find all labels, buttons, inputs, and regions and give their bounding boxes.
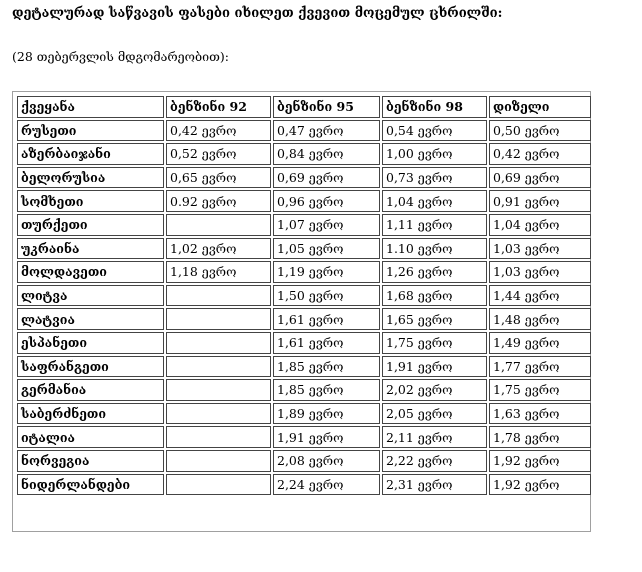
petrol-92-cell bbox=[166, 426, 271, 448]
table-row bbox=[17, 403, 591, 425]
table-header-row bbox=[17, 96, 591, 118]
table-row bbox=[17, 308, 591, 330]
table-row bbox=[17, 450, 591, 472]
diesel-cell: 1,48 ევრო bbox=[489, 308, 591, 330]
petrol-95-cell: 0,69 ევრო bbox=[273, 167, 380, 189]
country-cell: ბელორუსია bbox=[17, 167, 164, 189]
petrol-95-cell: 0,96 ევრო bbox=[273, 190, 380, 212]
table-row bbox=[17, 167, 591, 189]
petrol-98-cell: 2,22 ევრო bbox=[382, 450, 487, 472]
country-cell: უკრაინა bbox=[17, 238, 164, 260]
petrol-92-cell bbox=[166, 214, 271, 236]
header-diesel: დიზელი bbox=[489, 96, 591, 118]
diesel-cell: 1,44 ევრო bbox=[489, 285, 591, 307]
petrol-95-cell: 1,85 ევრო bbox=[273, 356, 380, 378]
diesel-cell: 0,91 ევრო bbox=[489, 190, 591, 212]
country-cell: რუსეთი bbox=[17, 120, 164, 142]
diesel-cell: 0,50 ევრო bbox=[489, 120, 591, 142]
petrol-92-cell: 1,02 ევრო bbox=[166, 238, 271, 260]
table-body bbox=[17, 120, 591, 496]
table-row bbox=[17, 285, 591, 307]
fuel-price-table bbox=[15, 94, 593, 497]
diesel-cell: 0,69 ევრო bbox=[489, 167, 591, 189]
petrol-98-cell: 1,00 ევრო bbox=[382, 143, 487, 165]
table-row bbox=[17, 426, 591, 448]
petrol-98-cell: 0,73 ევრო bbox=[382, 167, 487, 189]
petrol-98-cell: 2,05 ევრო bbox=[382, 403, 487, 425]
petrol-95-cell: 1,61 ევრო bbox=[273, 332, 380, 354]
country-cell: ლატვია bbox=[17, 308, 164, 330]
country-cell: ლიტვა bbox=[17, 285, 164, 307]
petrol-98-cell: 2,02 ევრო bbox=[382, 379, 487, 401]
diesel-cell: 1,03 ევრო bbox=[489, 238, 591, 260]
petrol-92-cell bbox=[166, 332, 271, 354]
petrol-95-cell: 1,05 ევრო bbox=[273, 238, 380, 260]
diesel-cell: 1,03 ევრო bbox=[489, 261, 591, 283]
diesel-cell: 1,75 ევრო bbox=[489, 379, 591, 401]
petrol-92-cell bbox=[166, 285, 271, 307]
petrol-95-cell: 0,84 ევრო bbox=[273, 143, 380, 165]
petrol-92-cell bbox=[166, 379, 271, 401]
diesel-cell: 1,49 ევრო bbox=[489, 332, 591, 354]
petrol-92-cell: 1,18 ევრო bbox=[166, 261, 271, 283]
petrol-95-cell: 1,50 ევრო bbox=[273, 285, 380, 307]
petrol-95-cell: 2,08 ევრო bbox=[273, 450, 380, 472]
petrol-98-cell: 2,31 ევრო bbox=[382, 474, 487, 496]
petrol-92-cell: 0,52 ევრო bbox=[166, 143, 271, 165]
table-row bbox=[17, 332, 591, 354]
table-row bbox=[17, 190, 591, 212]
diesel-cell: 0,42 ევრო bbox=[489, 143, 591, 165]
petrol-98-cell: 1,91 ევრო bbox=[382, 356, 487, 378]
diesel-cell: 1,78 ევრო bbox=[489, 426, 591, 448]
petrol-92-cell: 0,42 ევრო bbox=[166, 120, 271, 142]
country-cell: სომხეთი bbox=[17, 190, 164, 212]
petrol-95-cell: 1,19 ევრო bbox=[273, 261, 380, 283]
petrol-98-cell: 2,11 ევრო bbox=[382, 426, 487, 448]
petrol-98-cell: 1,75 ევრო bbox=[382, 332, 487, 354]
petrol-98-cell: 1,26 ევრო bbox=[382, 261, 487, 283]
price-table-frame bbox=[12, 91, 591, 532]
country-cell: იტალია bbox=[17, 426, 164, 448]
table-row bbox=[17, 356, 591, 378]
table-row bbox=[17, 143, 591, 165]
diesel-cell: 1,92 ევრო bbox=[489, 474, 591, 496]
diesel-cell: 1,63 ევრო bbox=[489, 403, 591, 425]
header-petrol-98: ბენზინი 98 bbox=[382, 96, 487, 118]
petrol-92-cell: 0.92 ევრო bbox=[166, 190, 271, 212]
diesel-cell: 1,92 ევრო bbox=[489, 450, 591, 472]
petrol-95-cell: 1,07 ევრო bbox=[273, 214, 380, 236]
date-note: (28 თებერვლის მდგომარეობით): bbox=[12, 49, 229, 64]
header-country: ქვეყანა bbox=[17, 96, 164, 118]
petrol-98-cell: 1,11 ევრო bbox=[382, 214, 487, 236]
petrol-98-cell: 1,68 ევრო bbox=[382, 285, 487, 307]
petrol-92-cell bbox=[166, 356, 271, 378]
country-cell: საფრანგეთი bbox=[17, 356, 164, 378]
article-heading: დეტალურად საწვავის ფასები იხილეთ ქვევით მოცემულ ცხრილში: bbox=[12, 6, 503, 21]
diesel-cell: 1,77 ევრო bbox=[489, 356, 591, 378]
petrol-92-cell bbox=[166, 450, 271, 472]
petrol-95-cell: 1,89 ევრო bbox=[273, 403, 380, 425]
country-cell: აზერბაიჯანი bbox=[17, 143, 164, 165]
petrol-98-cell: 1.10 ევრო bbox=[382, 238, 487, 260]
country-cell: ნორვეგია bbox=[17, 450, 164, 472]
petrol-92-cell bbox=[166, 308, 271, 330]
diesel-cell: 1,04 ევრო bbox=[489, 214, 591, 236]
country-cell: მოლდავეთი bbox=[17, 261, 164, 283]
table-row bbox=[17, 474, 591, 496]
country-cell: ნიდერლანდები bbox=[17, 474, 164, 496]
country-cell: ესპანეთი bbox=[17, 332, 164, 354]
table-row bbox=[17, 261, 591, 283]
header-petrol-92: ბენზინი 92 bbox=[166, 96, 271, 118]
petrol-98-cell: 0,54 ევრო bbox=[382, 120, 487, 142]
country-cell: საბერძნეთი bbox=[17, 403, 164, 425]
table-row bbox=[17, 379, 591, 401]
petrol-98-cell: 1,04 ევრო bbox=[382, 190, 487, 212]
petrol-92-cell bbox=[166, 474, 271, 496]
country-cell: გერმანია bbox=[17, 379, 164, 401]
petrol-92-cell bbox=[166, 403, 271, 425]
table-row bbox=[17, 120, 591, 142]
table-row bbox=[17, 214, 591, 236]
petrol-92-cell: 0,65 ევრო bbox=[166, 167, 271, 189]
petrol-95-cell: 1,91 ევრო bbox=[273, 426, 380, 448]
petrol-95-cell: 2,24 ევრო bbox=[273, 474, 380, 496]
table-row bbox=[17, 238, 591, 260]
country-cell: თურქეთი bbox=[17, 214, 164, 236]
petrol-95-cell: 0,47 ევრო bbox=[273, 120, 380, 142]
petrol-95-cell: 1,61 ევრო bbox=[273, 308, 380, 330]
petrol-95-cell: 1,85 ევრო bbox=[273, 379, 380, 401]
petrol-98-cell: 1,65 ევრო bbox=[382, 308, 487, 330]
header-petrol-95: ბენზინი 95 bbox=[273, 96, 380, 118]
